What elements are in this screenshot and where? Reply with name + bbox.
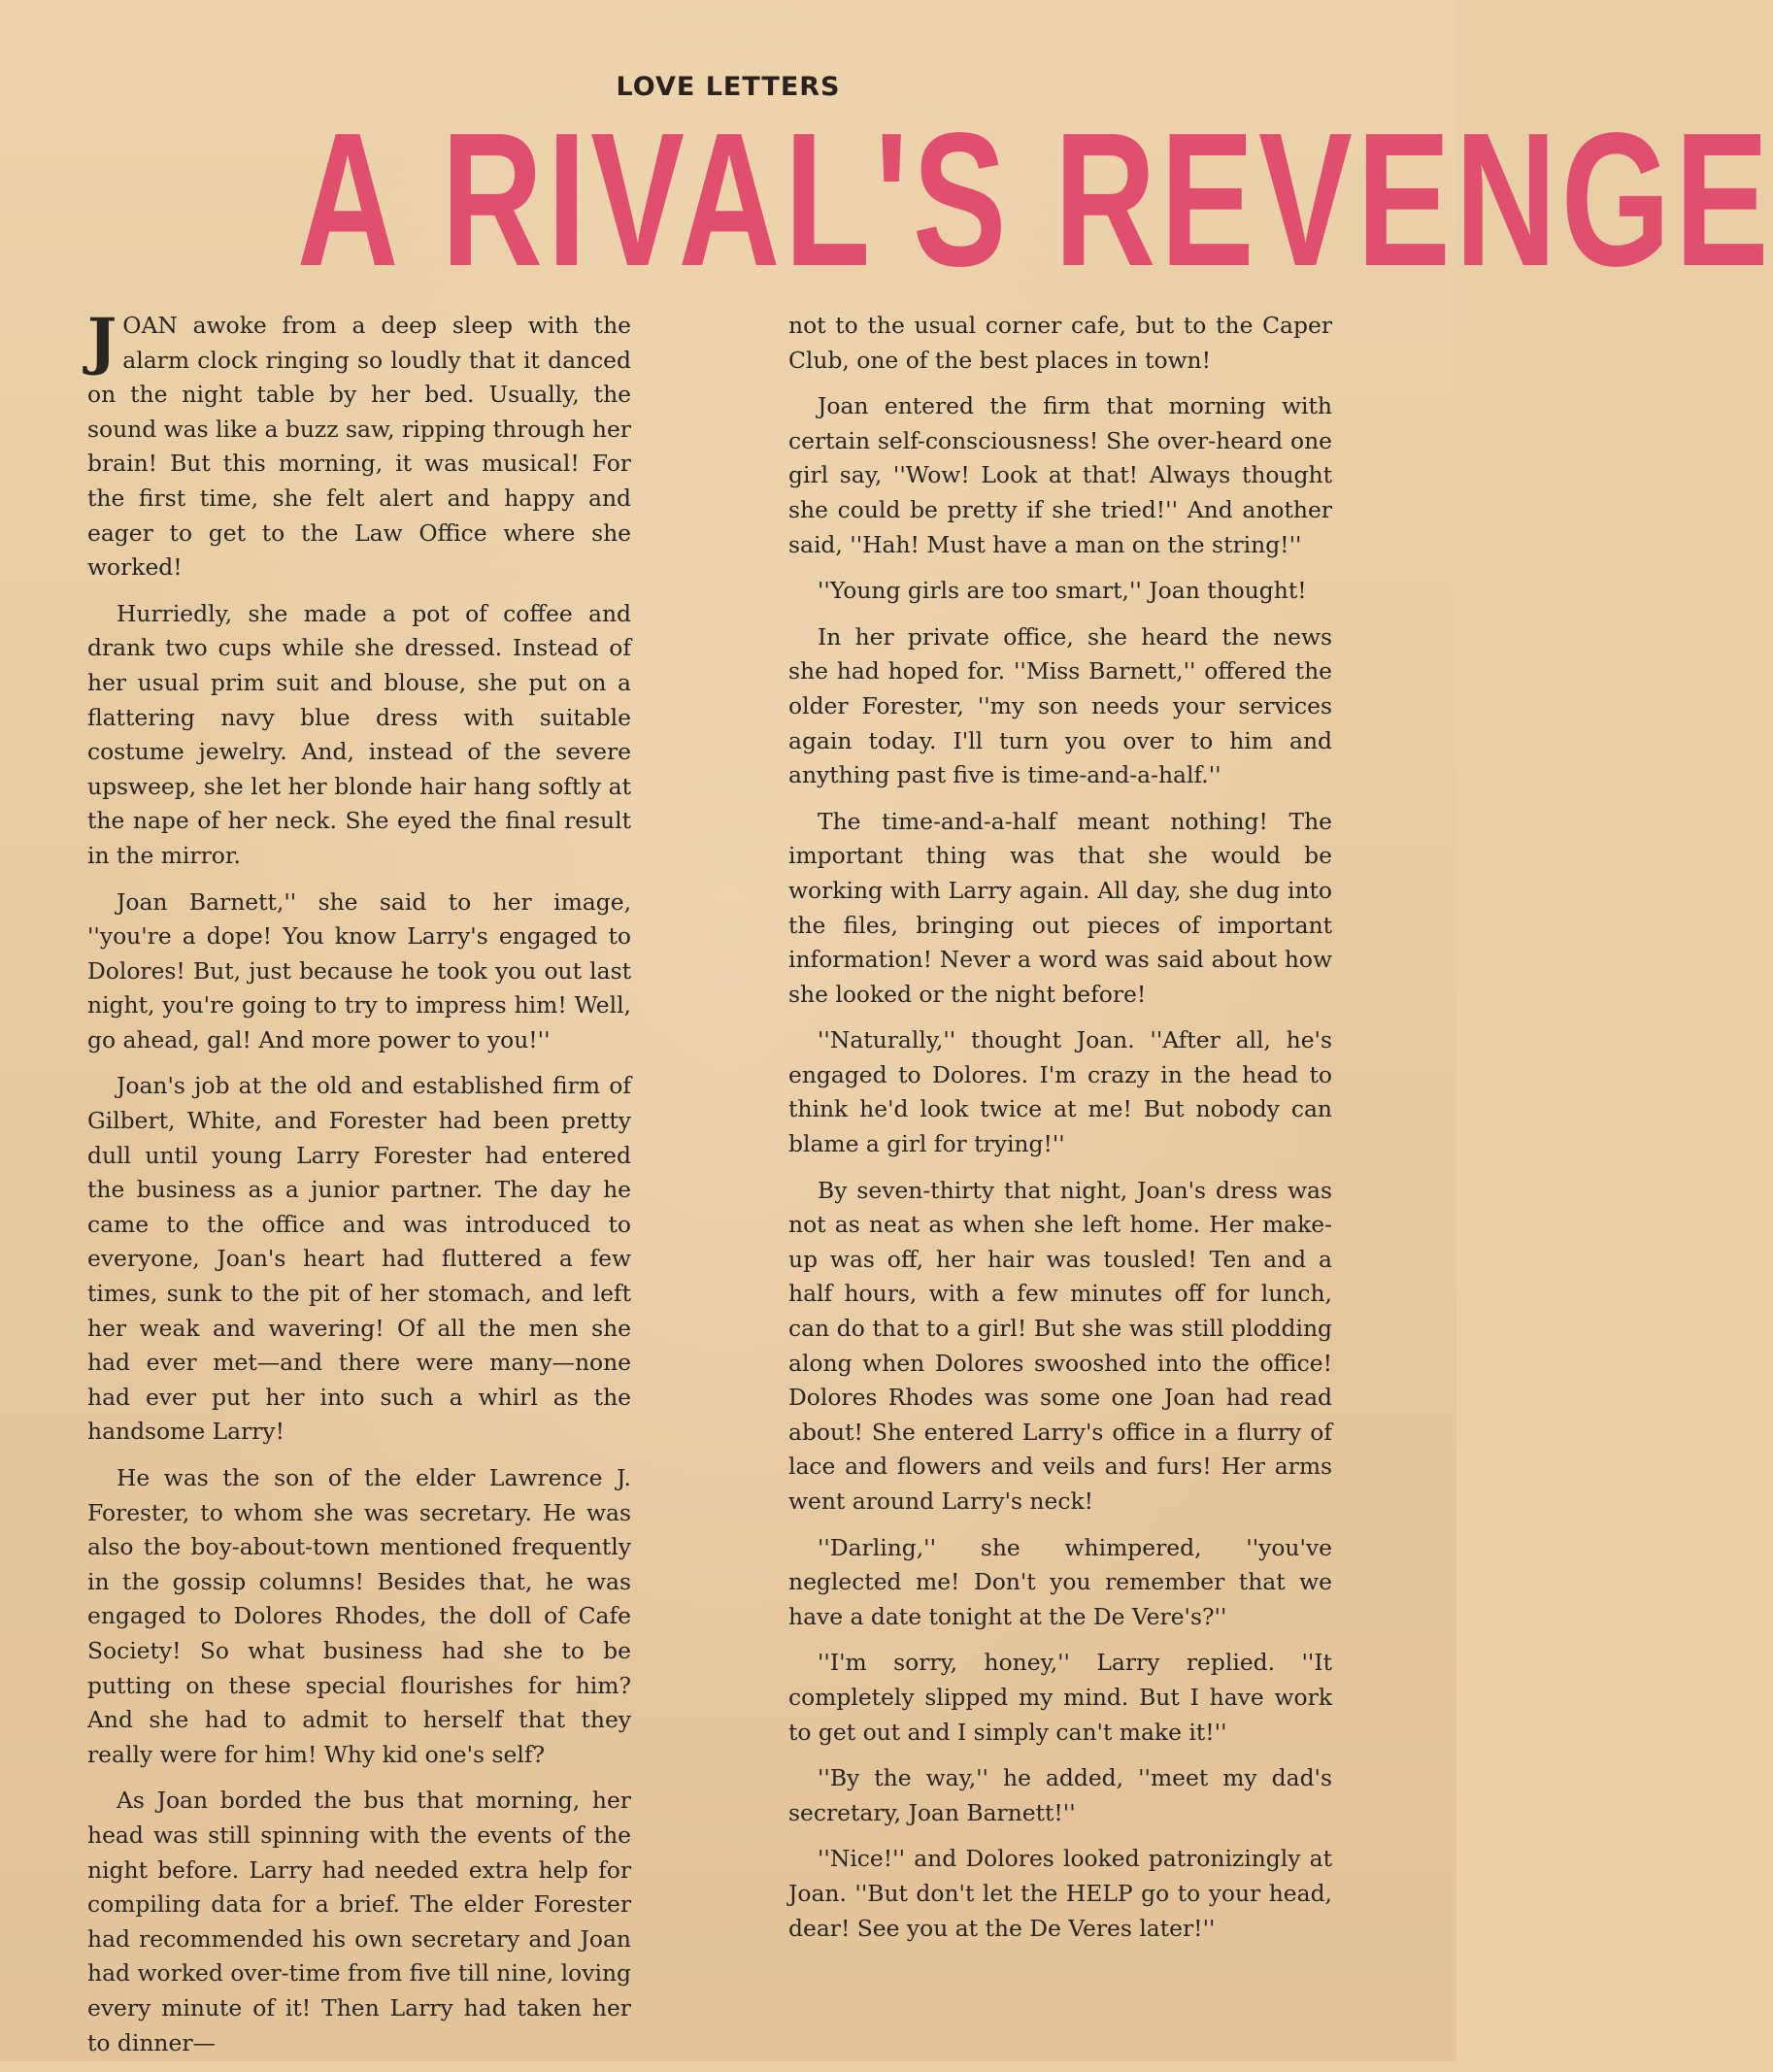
article-paragraph: ''Nice!'' and Dolores looked patronizingly at Joan. ''But don't let the HELP go to your head, dear! See you at the De Veres later!'' <box>788 1845 1332 1942</box>
drop-cap: J <box>87 305 117 378</box>
article-column-right <box>788 309 1332 1957</box>
article-paragraph: As Joan borded the bus that morning, her head was still spinning with the events of the night before. Larry had needed extra help for compiling data for a brief. The elder Forester had recommended his own secretary and Joan had worked over-time from five till nine, loving every minute of it! Then Larry had taken her to dinner— <box>87 1787 631 2056</box>
story-title: A RIVAL'S REVENGE <box>296 93 1773 306</box>
paragraph-text: OAN awoke from a deep sleep with the alarm clock ringing so loudly that it danced on the night table by her bed. Usually, the sound was like a buzz saw, ripping through her brain! But this morning, it was musical! For the first time, she felt alert and happy and eager to get to the Law Office where she worked! <box>87 312 631 582</box>
article-paragraph: Joan Barnett,'' she said to her image, ''you're a dope! You know Larry's engaged to Dolores! But, just because he took you out last night, you're going to try to impress him! Well, go ahead, gal! And more power to you!'' <box>87 887 631 1053</box>
article-paragraph: ''I'm sorry, honey,'' Larry replied. ''It completely slipped my mind. But I have work to get out and I simply can't make it!'' <box>788 1649 1332 1746</box>
article-paragraph: Hurriedly, she made a pot of coffee and drank two cups while she dressed. Instead of her usual prim suit and blouse, she put on a flattering navy blue dress with suitable costume jewelry. And, instead of the severe upsweep, she let her blonde hair hang softly at the nape of her neck. She eyed the final result in the mirror. <box>87 599 631 869</box>
magazine-label: LOVE LETTERS <box>616 72 841 102</box>
article-paragraph: ''Naturally,'' thought Joan. ''After all, he's engaged to Dolores. I'm crazy in the head to think he'd look twice at me! But nobody can blame a girl for trying!'' <box>788 1026 1332 1158</box>
article-paragraph: By seven-thirty that night, Joan's dress was not as neat as when she left home. Her make-up was off, her hair was tousled! Ten and a half hours, with a few minutes off for lunch, can do that to a girl! But she was still plodding along when Dolores swooshed into the office! Dolores Rhodes was some one Joan had read about! She entered Larry's office in a flurry of lace and flowers and veils and furs! Her arms went around Larry's neck! <box>788 1176 1332 1515</box>
article-paragraph: Joan entered the firm that morning with certain self-consciousness! She over-heard one girl say, ''Wow! Look at that! Always thought she could be pretty if she tried!'' And another said, ''Hah! Must have a man on the string!'' <box>788 392 1332 558</box>
article-paragraph: In her private office, she heard the news she had hoped for. ''Miss Barnett,'' offered the older Forester, ''my son needs your services again today. I'll turn you over to him and anything past five is time-and-a-half.'' <box>788 622 1332 789</box>
article-paragraph: not to the usual corner cafe, but to the Caper Club, one of the best places in town! <box>788 312 1332 374</box>
article-paragraph: ''By the way,'' he added, ''meet my dad's secretary, Joan Barnett!'' <box>788 1764 1332 1826</box>
article-paragraph <box>87 305 631 585</box>
article-paragraph: ''Young girls are too smart,'' Joan thought! <box>818 577 1307 605</box>
article-paragraph: He was the son of the elder Lawrence J. Forester, to whom she was secretary. He was also the boy-about-town mentioned frequently in the gossip columns! Besides that, he was engaged to Dolores Rhodes, the doll of Cafe Society! So what business had she to be putting on these special flourishes for him? And she had to admit to herself that they really were for him! Why kid one's self? <box>87 1464 631 1768</box>
article-paragraph: Joan's job at the old and established firm of Gilbert, White, and Forester had been pretty dull until young Larry Forester had entered the business as a junior partner. The day he came to the office and was introduced to everyone, Joan's heart had fluttered a few times, sunk to the pit of her stomach, and left her weak and wavering! Of all the men she had ever met—and there were many—none had ever put her into such a whirl as the handsome Larry! <box>87 1072 631 1446</box>
article-paragraph: The time-and-a-half meant nothing! The important thing was that she would be working with Larry again. All day, she dug into the files, bringing out pieces of important information! Never a word was said about how she looked or the night before! <box>788 807 1332 1008</box>
article-column-left <box>87 305 631 2072</box>
article-paragraph: ''Darling,'' she whimpered, ''you've neglected me! Don't you remember that we have a date tonight at the De Vere's?'' <box>788 1533 1332 1630</box>
